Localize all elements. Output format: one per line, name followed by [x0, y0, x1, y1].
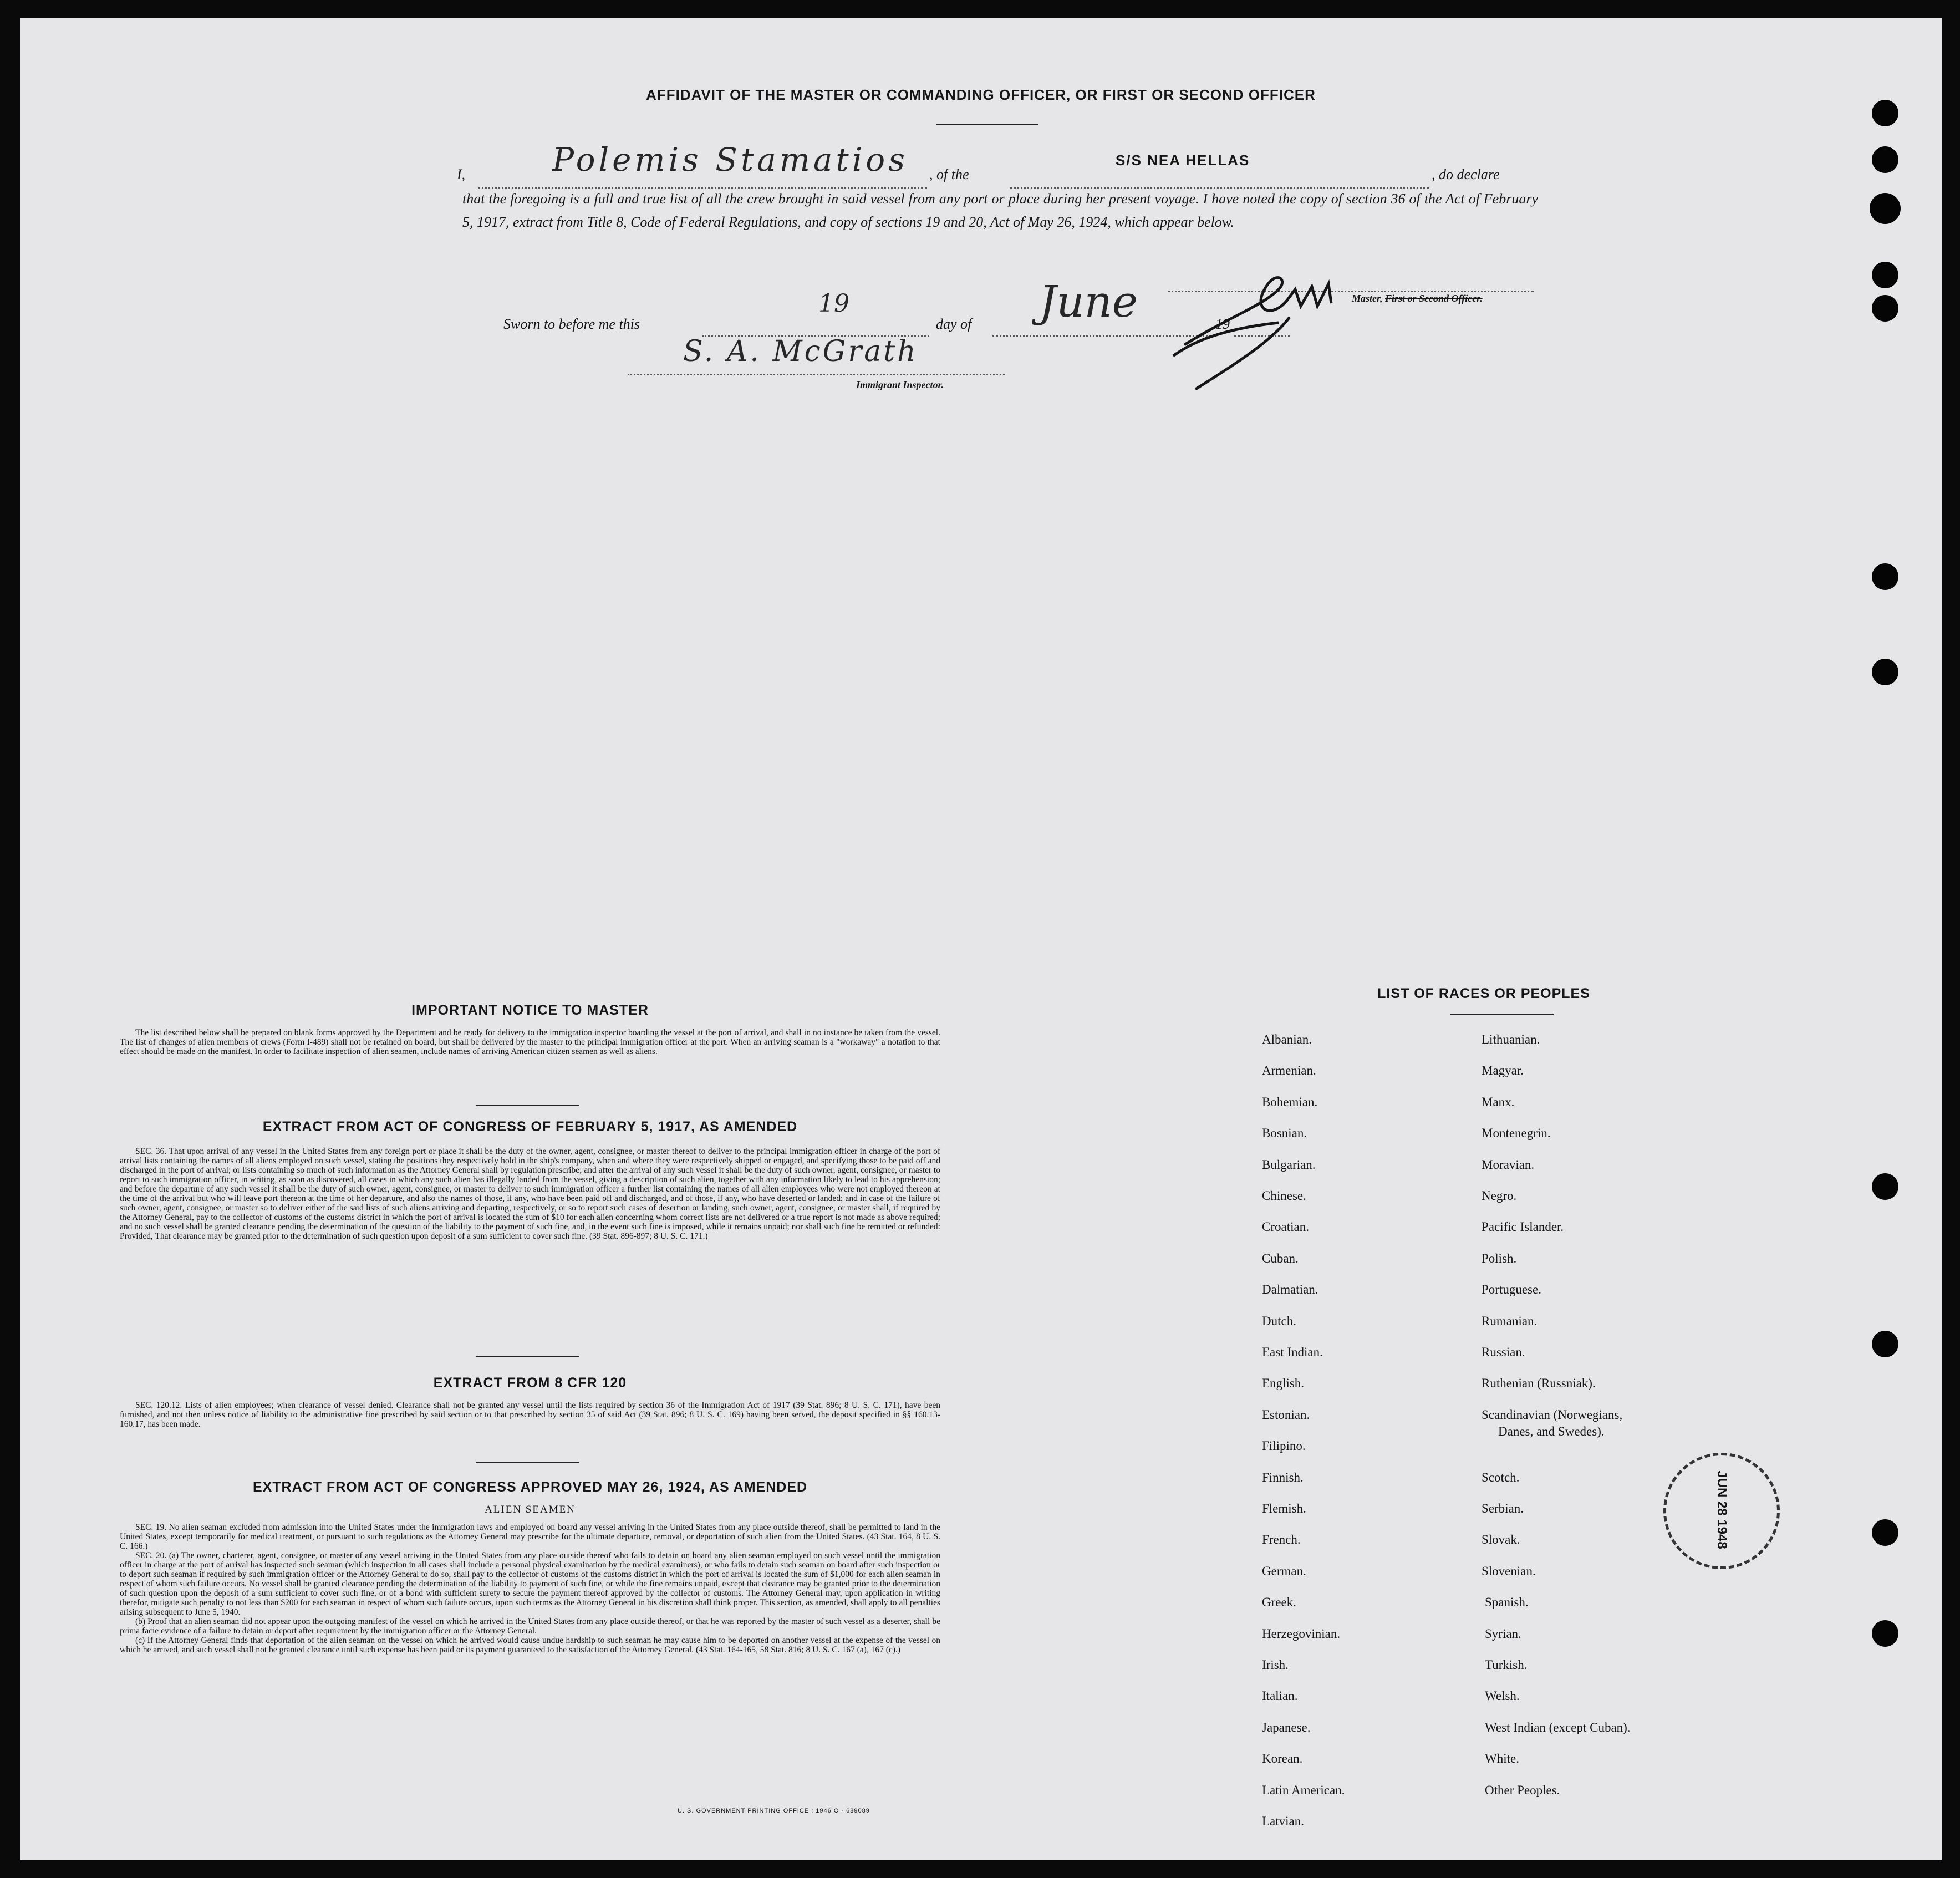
race-item: Russian. — [1482, 1345, 1525, 1359]
punch-hole — [1872, 295, 1898, 322]
race-item: White. — [1485, 1752, 1519, 1765]
received-stamp — [1663, 1453, 1780, 1569]
punch-hole — [1872, 659, 1898, 685]
title-divider — [936, 124, 1038, 125]
struck-officer-label: First or Second Officer. — [1385, 293, 1483, 304]
race-item: Dalmatian. — [1262, 1282, 1318, 1296]
race-item: Montenegrin. — [1482, 1126, 1551, 1140]
race-item: Manx. — [1482, 1095, 1515, 1109]
race-item: Rumanian. — [1482, 1314, 1538, 1328]
i-prefix: I, — [457, 166, 466, 182]
race-item: Turkish. — [1485, 1658, 1528, 1672]
master-label: Master, — [1352, 293, 1383, 304]
race-item: Bulgarian. — [1262, 1158, 1316, 1172]
race-item: Korean. — [1262, 1752, 1303, 1765]
race-item: East Indian. — [1262, 1345, 1323, 1359]
notice-heading: IMPORTANT NOTICE TO MASTER — [411, 1002, 649, 1018]
sec20c-paragraph: (c) If the Attorney General finds that deportation of the alien seaman on the vessel on which he arrived would cause undue hardship to such seaman he may cause him to be deported on another vessel at the expense of the vessel on which he arrived, and such vessel shall not be granted clearance until such expense has been paid or its payment guaranteed to the satisfaction of the Attorney General. (43 Stat. 164-165, 58 Stat. 816; 8 U. S. C. 167 (a), 167 (c).) — [120, 1636, 940, 1655]
sworn-day-handwritten: 19 — [818, 289, 849, 318]
race-item: Greek. — [1262, 1595, 1296, 1609]
document-page — [20, 18, 1942, 1860]
race-item: Other Peoples. — [1485, 1783, 1560, 1797]
race-item: Pacific Islander. — [1482, 1220, 1564, 1234]
race-item: Filipino. — [1262, 1439, 1306, 1453]
race-item: Albanian. — [1262, 1032, 1312, 1046]
punch-hole — [1872, 262, 1898, 288]
inspector-label: Immigrant Inspector. — [856, 379, 944, 390]
extract-1924-heading: EXTRACT FROM ACT OF CONGRESS APPROVED MAY 26, 1924, AS AMENDED — [252, 1479, 808, 1495]
race-item: Scotch. — [1482, 1470, 1520, 1484]
race-item: Syrian. — [1485, 1627, 1521, 1641]
affidavit-body: that the foregoing is a full and true list of all the crew brought in said vessel from any port or place during her present voyage. I have noted the copy of section 36 of the Act of February 5, 1917, extract from Title 8, Code of Federal Regulations, and copy of sections 19 and 20, Act of May 26, 1924, which appear below. — [462, 191, 1538, 230]
section-divider — [476, 1105, 579, 1106]
race-item: Latin American. — [1262, 1783, 1345, 1797]
race-item: Welsh. — [1485, 1689, 1520, 1703]
punch-hole — [1872, 1331, 1898, 1357]
notice-text — [120, 1028, 940, 1056]
race-item: Dutch. — [1262, 1314, 1296, 1328]
extract-1917-text — [120, 1147, 940, 1241]
extract-cfr-heading: EXTRACT FROM 8 CFR 120 — [433, 1375, 627, 1391]
race-item: Latvian. — [1262, 1814, 1304, 1828]
do-declare-label: , do declare — [1432, 166, 1500, 182]
affidavit-title: AFFIDAVIT OF THE MASTER OR COMMANDING OFFICER, OR FIRST OR SECOND OFFICER — [646, 86, 1316, 103]
extract-cfr-paragraph: SEC. 120.12. Lists of alien employees; when clearance of vessel denied. Clearance shall not be granted any vessel until the lists required by section 36 of the Immigration Act of 1917 (39 Stat. 896; 8 U. S. C. 171), have been furnished, and not then unless notice of liability to the administrative fine prescribed by said section or to that prescribed by section 35 of said Act (39 Stat. 896; 8 U. S. C. 169) having been served, the deposit specified in §§ 160.13-160.17, has been made. — [120, 1401, 940, 1429]
alien-seamen-subheading: ALIEN SEAMEN — [485, 1504, 576, 1515]
race-item: Lithuanian. — [1482, 1032, 1540, 1046]
punch-hole — [1872, 1173, 1898, 1200]
day-of-label: day of — [936, 316, 972, 332]
race-item: Flemish. — [1262, 1502, 1306, 1515]
race-item: English. — [1262, 1376, 1305, 1390]
extract-1924-text — [120, 1523, 940, 1655]
race-item: Slovenian. — [1482, 1564, 1536, 1578]
year-prefix: 19 — [1215, 316, 1230, 332]
race-item: Negro. — [1482, 1189, 1517, 1203]
sec19-paragraph: SEC. 19. No alien seaman excluded from admission into the United States under the immigration laws and employed on board any vessel arriving in the United States from any place outside thereof, shall be permitted to land in the United States, except temporarily for medical treatment, or pursuant to such regulations as the Attorney General may prescribe for the ultimate departure, removal, or deportation of such alien from the United States. (43 Stat. 164, 8 U. S. C. 166.) — [120, 1523, 940, 1551]
race-item: Magyar. — [1482, 1063, 1524, 1077]
sec20a-paragraph: SEC. 20. (a) The owner, charterer, agent, consignee, or master of any vessel arriving in the United States from any place outside thereof who fails to detain on board any alien seaman employed on such vessel until the immigration officer in charge at the port of arrival has inspected such seaman (which inspection in all cases shall include a personal physical examination by the medical examiners), or who fails to detain such seaman on board after such inspection or to deport such seaman if required by such immigration officer or the Attorney General to do so, shall pay to the collector of customs of the customs district in which the port of arrival is located the sum of $1,000 for each alien seaman in respect of whom such failure occurs. No vessel shall be granted clearance pending the determination of the liability to payment of such fine, or while the fine remains unpaid, except that clearance may be granted prior to the determination of such question upon the deposit of a sum sufficient to cover such fine, or of a bond with sufficient surety to secure the payment thereof approved by the collector of customs. The Attorney General may, upon application in writing therefor, mitigate such penalty to not less than $200 for each seaman in respect of whom such failure occurs, upon such terms as the Attorney General in his discretion shall think proper. This section, as amended, shall apply to all penalties arising subsequent to June 5, 1940. — [120, 1551, 940, 1617]
race-item: Serbian. — [1482, 1502, 1524, 1515]
race-item: Cuban. — [1262, 1251, 1299, 1265]
sworn-label: Sworn to before me this — [503, 316, 640, 332]
vessel-name: S/S NEA HELLAS — [1116, 152, 1250, 169]
race-item: Danes, and Swedes). — [1498, 1424, 1605, 1438]
race-item: Japanese. — [1262, 1721, 1311, 1734]
race-item: Chinese. — [1262, 1189, 1306, 1203]
sworn-month-handwritten: June — [1039, 277, 1138, 327]
race-item: French. — [1262, 1533, 1301, 1546]
race-item: Bohemian. — [1262, 1095, 1318, 1109]
declarant-handwritten: Polemis Stamatios — [552, 141, 908, 179]
race-item: Bosnian. — [1262, 1126, 1307, 1140]
race-item: Herzegovinian. — [1262, 1627, 1341, 1641]
extract-1917-paragraph: SEC. 36. That upon arrival of any vessel in the United States from any foreign port or place it shall be the duty of the owner, agent, consignee, or master thereof to deliver to the principal immigration officer in charge of the port of arrival lists containing the names of all aliens employed on such vessel, stating the positions they respectively hold in the ship's company, when and where they were respectively shipped or engaged, and specifying those to be paid off and discharged in the port of arrival; or lists containing so much of such information as the Attorney General shall by regulation prescribe; and after the arrival of any such vessel it shall be the duty of such owner, agent, consignee, or master to report to such immigration officer, in writing, as soon as discovered, all cases in which any such alien has illegally landed from the vessel, giving a description of such alien, together with any information likely to lead to his apprehension; and before the departure of any such vessel it shall be the duty of such owner, agent, consignee, or master to deliver to such immigration officer a further list containing the names of all alien employees who were not employed thereon at the time of the arrival but who will leave port thereon at the time of her departure, and also the names of those, if any, who have been paid off and discharged, and of those, if any, who have deserted or landed; and in case of the failure of such owner, agent, consignee, or master so to deliver either of the said lists of such aliens arriving and departing, respectively, or so to report such cases of desertion or landing, such owner, agent, consignee, or master shall, if required by the Attorney General, pay to the collector of customs of the customs district in which the port of arrival is located the sum of $10 for each alien concerning whom correct lists are not delivered or a true report is not made as above required; and no such vessel shall be granted clearance pending the determination of the question of the liability to the payment of such fine, and, in the event such fine is imposed, while it remains unpaid; nor shall such fine be remitted or refunded: Provided, That clearance may be granted prior to the determination of such question upon deposit of a sum sufficient to cover such fine. (39 Stat. 896-897; 8 U. S. C. 171.) — [120, 1147, 940, 1241]
race-item: Croatian. — [1262, 1220, 1309, 1234]
race-item: Polish. — [1482, 1251, 1517, 1265]
race-item: Italian. — [1262, 1689, 1298, 1703]
master-title-label — [1352, 293, 1483, 304]
race-item: West Indian (except Cuban). — [1485, 1721, 1631, 1734]
punch-hole — [1872, 1519, 1898, 1546]
race-item: Scandinavian (Norwegians, — [1482, 1408, 1623, 1422]
race-item: Moravian. — [1482, 1158, 1535, 1172]
race-item: Ruthenian (Russniak). — [1482, 1376, 1596, 1390]
punch-hole — [1872, 563, 1898, 590]
punch-hole — [1872, 100, 1898, 126]
of-the-label: , of the — [929, 166, 969, 182]
section-divider — [476, 1356, 579, 1357]
punch-hole — [1870, 193, 1901, 224]
race-item: Spanish. — [1485, 1595, 1529, 1609]
race-item: Finnish. — [1262, 1470, 1304, 1484]
master-signature — [1162, 256, 1450, 395]
printer-footer: U. S. GOVERNMENT PRINTING OFFICE : 1946 O - 689089 — [678, 1808, 870, 1814]
vessel-field — [1010, 167, 1429, 189]
races-heading: LIST OF RACES OR PEOPLES — [1377, 986, 1590, 1001]
races-heading-divider — [1450, 1014, 1554, 1015]
race-item: Estonian. — [1262, 1408, 1310, 1422]
sworn-day-field — [702, 317, 929, 337]
stamp-date: JUN 28 1948 — [1714, 1470, 1729, 1549]
race-item: Armenian. — [1262, 1063, 1316, 1077]
sec20b-paragraph: (b) Proof that an alien seaman did not appear upon the outgoing manifest of the vessel on which he arrived in the United States from any place outside thereof, or that he was reported by the master of such vessel as a deserter, shall be prima facie evidence of a failure to detain or deport after requirement by the immigration officer or the Attorney General. — [120, 1617, 940, 1636]
race-item: German. — [1262, 1564, 1306, 1578]
section-divider — [476, 1462, 579, 1463]
inspector-signature: S. A. McGrath — [683, 335, 918, 368]
race-item: Irish. — [1262, 1658, 1289, 1672]
punch-hole — [1872, 146, 1898, 173]
punch-hole — [1872, 1620, 1898, 1647]
race-item: Slovak. — [1482, 1533, 1520, 1546]
notice-paragraph: The list described below shall be prepared on blank forms approved by the Department and be ready for delivery to the immigration inspector boarding the vessel at the port of arrival, and shall in no instance be taken from the vessel. The list of changes of alien members of crews (Form I-489) shall not be retained on board, but shall be delivered by the master to the principal immigration officer at the port. When an arriving seaman is a "workaway" a notation to that effect should be made on the manifest. In order to facilitate inspection of alien seamen, include names of arriving American citizen seamen as well as aliens. — [120, 1028, 940, 1056]
extract-1917-heading: EXTRACT FROM ACT OF CONGRESS OF FEBRUARY 5, 1917, AS AMENDED — [262, 1119, 798, 1134]
extract-cfr-text — [120, 1401, 940, 1429]
race-item: Portuguese. — [1482, 1282, 1541, 1296]
